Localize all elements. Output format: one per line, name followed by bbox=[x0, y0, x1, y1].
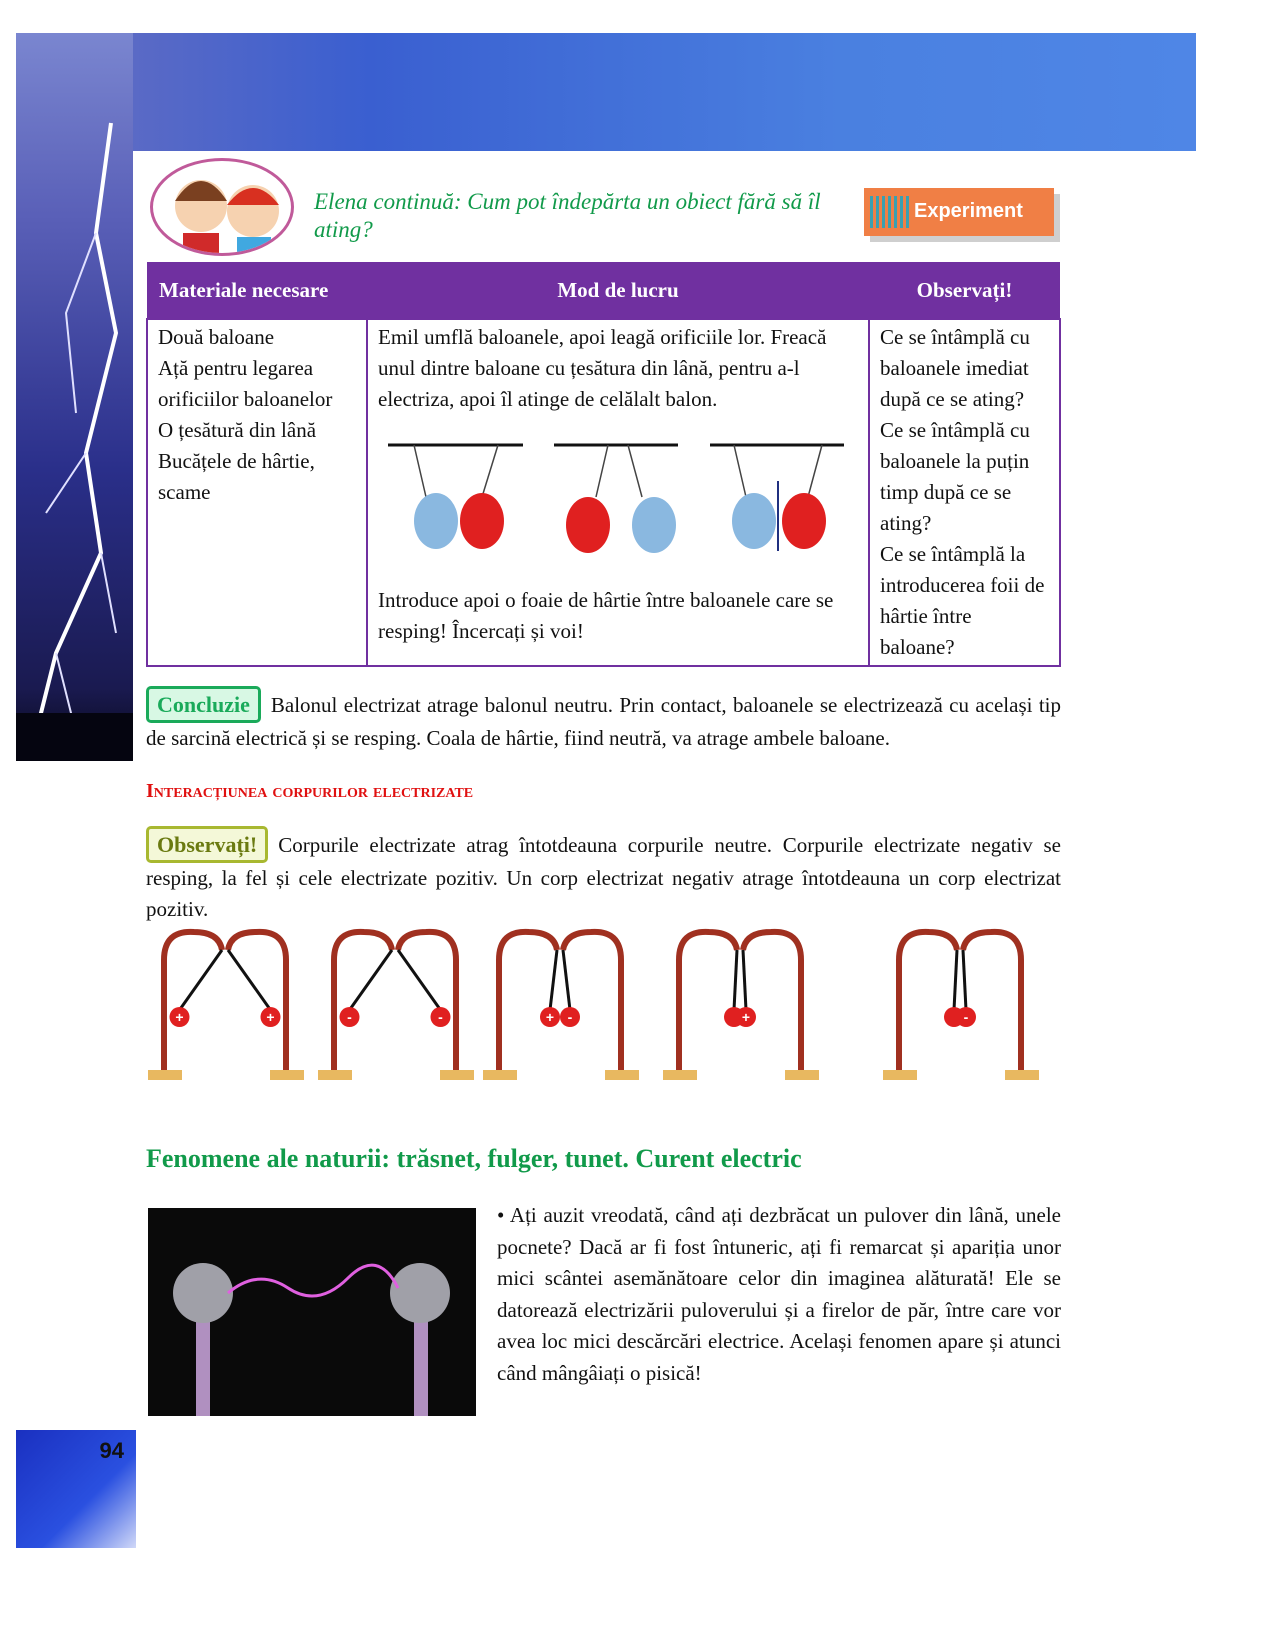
charge-sign: + bbox=[175, 1009, 184, 1025]
pendulum-stand bbox=[963, 932, 1021, 1070]
phenomena-text: • Ați auzit vreodată, când ați dezbrăcat un pulover din lână, unele pocnete? Dacă ar fi fost întuneric, ați fi remarcat și apariția unor mici scântei asemănătoare celor din imaginea alăturată! Ele se datorează electrizării puloverului și a firelor de păr, între care vor avea loc mici descărcări electrice. Același fenomen apare și atunci când mângâiați o pisică! bbox=[497, 1203, 1061, 1385]
stand-base bbox=[270, 1070, 304, 1080]
page-number: 94 bbox=[99, 1438, 124, 1463]
method-cell bbox=[367, 319, 869, 666]
conclusion-paragraph bbox=[146, 686, 1061, 754]
section-heading-phenomena: Fenomene ale naturii: trăsnet, fulger, tunet. Curent electric bbox=[146, 1144, 802, 1173]
page-number-box bbox=[16, 1430, 136, 1548]
stand-base bbox=[483, 1070, 517, 1080]
pendulum-stand bbox=[679, 932, 737, 1070]
pendulum-stand bbox=[499, 932, 557, 1070]
stand-base bbox=[440, 1070, 474, 1080]
thread bbox=[743, 950, 746, 1010]
charge-sign: - bbox=[963, 1009, 969, 1025]
lightning-image bbox=[16, 33, 133, 761]
header-materials: Materiale necesare bbox=[147, 262, 367, 319]
charge-sign: - bbox=[347, 1009, 352, 1025]
material-item: Bucățele de hârtie, scame bbox=[158, 449, 315, 504]
experiment-table bbox=[146, 262, 1061, 667]
conclusion-label: Concluzie bbox=[146, 686, 261, 723]
pendulum-stand bbox=[743, 932, 801, 1070]
observe-question: Ce se întâmplă cu baloanele imediat după ce se ating? bbox=[880, 325, 1030, 411]
thread bbox=[350, 950, 393, 1010]
charge-sign: - bbox=[567, 1009, 573, 1025]
stand-base bbox=[1005, 1070, 1039, 1080]
pendulum-stand bbox=[164, 932, 222, 1070]
charge-sign: + bbox=[266, 1009, 275, 1025]
stand-base bbox=[318, 1070, 352, 1080]
dots-pattern-icon bbox=[870, 196, 910, 228]
balloons-figure bbox=[378, 415, 858, 585]
stand-base bbox=[148, 1070, 182, 1080]
charge-sign: + bbox=[741, 1009, 751, 1025]
conclusion-text: Balonul electrizat atrage balonul neutru. Prin contact, baloanele se electrizează cu același tip de sarcină electrică și se resping. Coala de hârtie, fiind neutră, va atrage ambele baloane. bbox=[146, 693, 1061, 750]
children-illustration bbox=[150, 158, 294, 256]
observe-paragraph bbox=[146, 826, 1061, 925]
stand-base bbox=[785, 1070, 819, 1080]
thread bbox=[563, 950, 570, 1010]
thread bbox=[398, 950, 441, 1010]
charge-sign: - bbox=[438, 1009, 443, 1025]
pendulum-stand bbox=[563, 932, 621, 1070]
stand-base bbox=[663, 1070, 697, 1080]
thread bbox=[550, 950, 557, 1010]
observe-cell bbox=[869, 319, 1060, 666]
header-method: Mod de lucru bbox=[367, 262, 869, 319]
section-heading-interaction: Interacțiunea corpurilor electrizate bbox=[146, 780, 474, 802]
pendulum-stand bbox=[398, 932, 456, 1070]
spark-photo bbox=[148, 1208, 476, 1416]
badge-label: Experiment bbox=[914, 200, 1023, 222]
pendulums-figure bbox=[140, 920, 1070, 1100]
intro-question: Elena continuă: Cum pot îndepărta un obiect fără să îl ating? bbox=[314, 189, 821, 242]
material-item: Ață pentru legarea orificiilor baloanelor bbox=[158, 356, 333, 411]
thread bbox=[963, 950, 966, 1010]
experiment-badge bbox=[864, 188, 1054, 236]
observe-label: Observați! bbox=[146, 826, 268, 863]
stand-base bbox=[883, 1070, 917, 1080]
material-item: Două baloane bbox=[158, 325, 275, 349]
stand-base bbox=[605, 1070, 639, 1080]
pendulum-stand bbox=[228, 932, 286, 1070]
header-banner bbox=[16, 33, 1196, 151]
thread bbox=[180, 950, 223, 1010]
header-observe: Observați! bbox=[869, 262, 1060, 319]
material-item: O țesătură din lână bbox=[158, 418, 317, 442]
thread bbox=[228, 950, 271, 1010]
observe-text: Corpurile electrizate atrag întotdeauna corpurile neutre. Corpurile electrizate negativ se resping, la fel și cele electrizate pozitiv. Un corp electrizat negativ atrage întotdeauna un corp electrizat pozitiv. bbox=[146, 833, 1061, 921]
observe-question: Ce se întâmplă cu baloanele la puțin timp după ce se ating? bbox=[880, 418, 1030, 535]
materials-cell bbox=[147, 319, 367, 666]
thread bbox=[734, 950, 737, 1010]
observe-question: Ce se întâmplă la introducerea foii de hârtie între baloane? bbox=[880, 542, 1045, 659]
method-text-2: Introduce apoi o foaie de hârtie între baloanele care se resping! Încercați și voi! bbox=[378, 588, 834, 643]
pendulum-stand bbox=[334, 932, 392, 1070]
pendulum-stand bbox=[899, 932, 957, 1070]
method-text: Emil umflă baloanele, apoi leagă orificiile lor. Freacă unul dintre baloane cu țesătura din lână, pentru a-l electriza, apoi îl atinge de celălalt balon. bbox=[378, 325, 827, 411]
charge-sign: + bbox=[545, 1009, 555, 1025]
thread bbox=[954, 950, 957, 1010]
